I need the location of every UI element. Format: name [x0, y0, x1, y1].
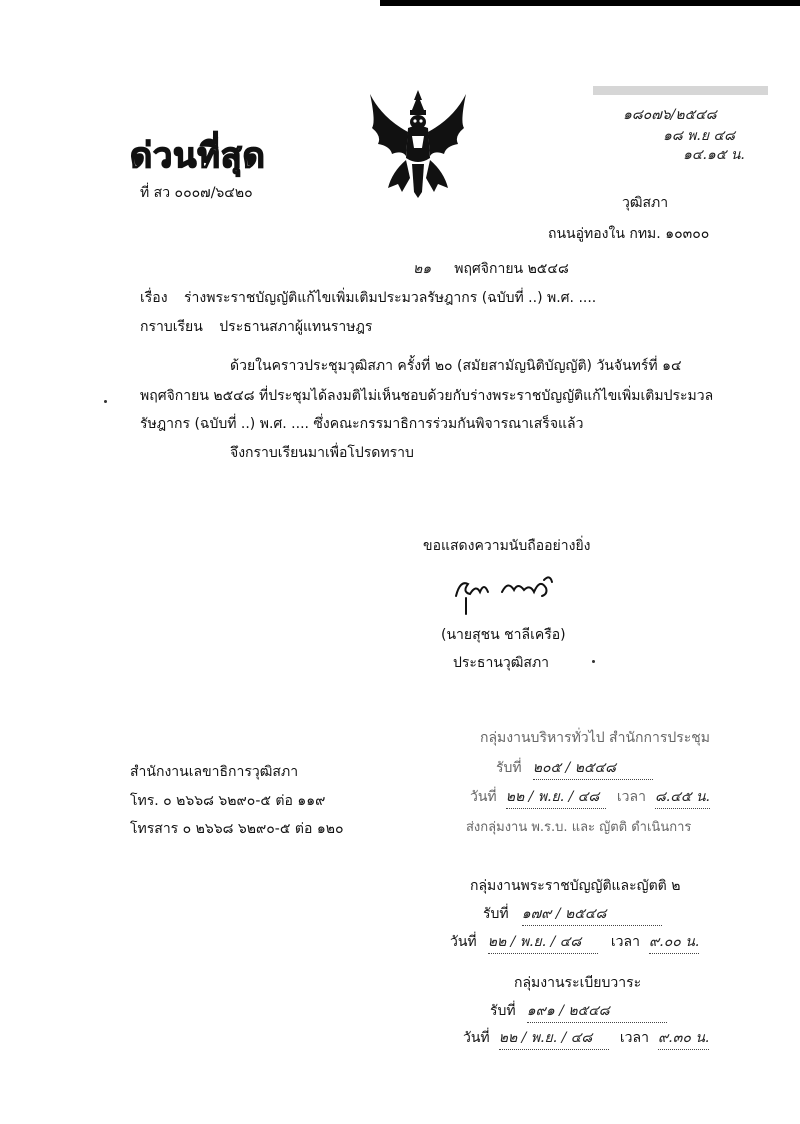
stamp3-date-label: วันที่ — [463, 1030, 490, 1046]
stamp1-date-value: ๒๒ / พ.ย. / ๔๘ — [506, 786, 606, 809]
stamp1-receipt-row — [496, 757, 653, 780]
stamp3-title: กลุ่มงานระเบียบวาระ — [514, 975, 642, 991]
stamp3-time-value: ๙.๓๐ น. — [658, 1027, 709, 1050]
stamp2-rec-value: ๑๗๙ / ๒๕๔๘ — [522, 903, 662, 926]
body-line-4: จึงกราบเรียนมาเพื่อโปรดทราบ — [230, 445, 414, 461]
stamp2-rec-label: รับที่ — [483, 906, 509, 922]
date-month-year: พฤศจิกายน ๒๕๔๘ — [454, 261, 569, 277]
stamp1-time-value: ๘.๔๕ น. — [655, 786, 710, 809]
stamp1-date-row — [470, 786, 710, 809]
body-line-3: รัษฎากร (ฉบับที่ ..) พ.ศ. .... ซึ่งคณะกรรมาธิการร่วมกันพิจารณาเสร็จแล้ว — [140, 416, 584, 432]
addressee-line — [140, 316, 372, 338]
stamp3-receipt-row — [490, 1000, 667, 1023]
scan-edge-bar — [380, 0, 800, 6]
body-line-1: ด้วยในคราวประชุมวุฒิสภา ครั้งที่ ๒๐ (สมัยสามัญนิติบัญญัติ) วันจันทร์ที่ ๑๔ — [230, 358, 682, 374]
stamp1-time-label: เวลา — [616, 789, 646, 805]
contact-fax: โทรสาร ๐ ๒๖๖๘ ๖๒๙๐-๕ ต่อ ๑๒๐ — [130, 821, 344, 837]
receipt-top-time: ๑๔.๑๕ น. — [683, 147, 745, 163]
stamp1-route: ส่งกลุ่มงาน พ.ร.บ. และ ญัตติ ดำเนินการ — [466, 820, 692, 835]
org-name: วุฒิสภา — [622, 195, 669, 211]
scan-speck — [104, 400, 107, 403]
subject-text: ร่างพระราชบัญญัติแก้ไขเพิ่มเติมประมวลรัษฎากร (ฉบับที่ ..) พ.ศ. .... — [184, 290, 597, 306]
stamp3-rec-value: ๑๙๑ / ๒๕๔๘ — [527, 1000, 667, 1023]
addressee-label: กราบเรียน — [140, 319, 203, 335]
signatory-position: ประธานวุฒิสภา — [453, 655, 550, 671]
stamp2-date-value: ๒๒ / พ.ย. / ๔๘ — [488, 931, 598, 954]
urgent-label: ด่วนที่สุด — [130, 136, 266, 176]
document-date — [413, 258, 569, 280]
stamp1-date-label: วันที่ — [470, 789, 497, 805]
stamp2-title: กลุ่มงานพระราชบัญญัติและญัตติ ๒ — [470, 878, 681, 894]
date-day: ๒๑ — [413, 261, 432, 277]
receipt-top-date: ๑๘ พ.ย ๔๘ — [663, 128, 735, 144]
stamp1-title: กลุ่มงานบริหารทั่วไป สำนักการประชุม — [480, 730, 711, 746]
stamp1-rec-label: รับที่ — [496, 760, 522, 776]
addressee-text: ประธานสภาผู้แทนราษฎร — [219, 319, 373, 335]
stamp2-receipt-row — [483, 903, 662, 926]
stamp3-rec-label: รับที่ — [490, 1003, 516, 1019]
stamp2-time-label: เวลา — [610, 934, 640, 950]
contact-office: สำนักงานเลขาธิการวุฒิสภา — [130, 764, 299, 780]
closing-salutation: ขอแสดงความนับถืออย่างยิ่ง — [423, 538, 591, 554]
stamp3-time-label: เวลา — [619, 1030, 649, 1046]
stamp1-rec-value: ๒๐๕ / ๒๕๔๘ — [533, 757, 653, 780]
garuda-emblem-icon — [362, 88, 474, 200]
stamp2-date-row — [450, 931, 699, 954]
signature-icon — [452, 570, 562, 616]
stamp2-date-label: วันที่ — [450, 934, 477, 950]
subject-line — [140, 287, 596, 309]
stamp3-date-value: ๒๒ / พ.ย. / ๔๘ — [499, 1027, 609, 1050]
stamp2-time-value: ๙.๐๐ น. — [649, 931, 699, 954]
stamp-header-bar — [593, 86, 768, 95]
org-address: ถนนอู่ทองใน กทม. ๑๐๓๐๐ — [548, 226, 710, 242]
reference-number: ที่ สว ๐๐๐๗/๖๔๒๐ — [140, 185, 253, 201]
receipt-top-number: ๑๘๐๗๖/๒๕๔๘ — [623, 107, 717, 123]
contact-phone: โทร. ๐ ๒๖๖๘ ๖๒๙๐-๕ ต่อ ๑๑๙ — [130, 793, 326, 809]
subject-label: เรื่อง — [140, 290, 168, 306]
stamp3-date-row — [463, 1027, 709, 1050]
body-line-2: พฤศจิกายน ๒๕๔๘ ที่ประชุมได้ลงมติไม่เห็นชอบด้วยกับร่างพระราชบัญญัติแก้ไขเพิ่มเติมประมวล — [140, 388, 714, 404]
scan-speck — [592, 660, 595, 663]
receipt-stamp-top — [593, 80, 768, 165]
signatory-name: (นายสุชน ชาลีเครือ) — [441, 627, 566, 643]
